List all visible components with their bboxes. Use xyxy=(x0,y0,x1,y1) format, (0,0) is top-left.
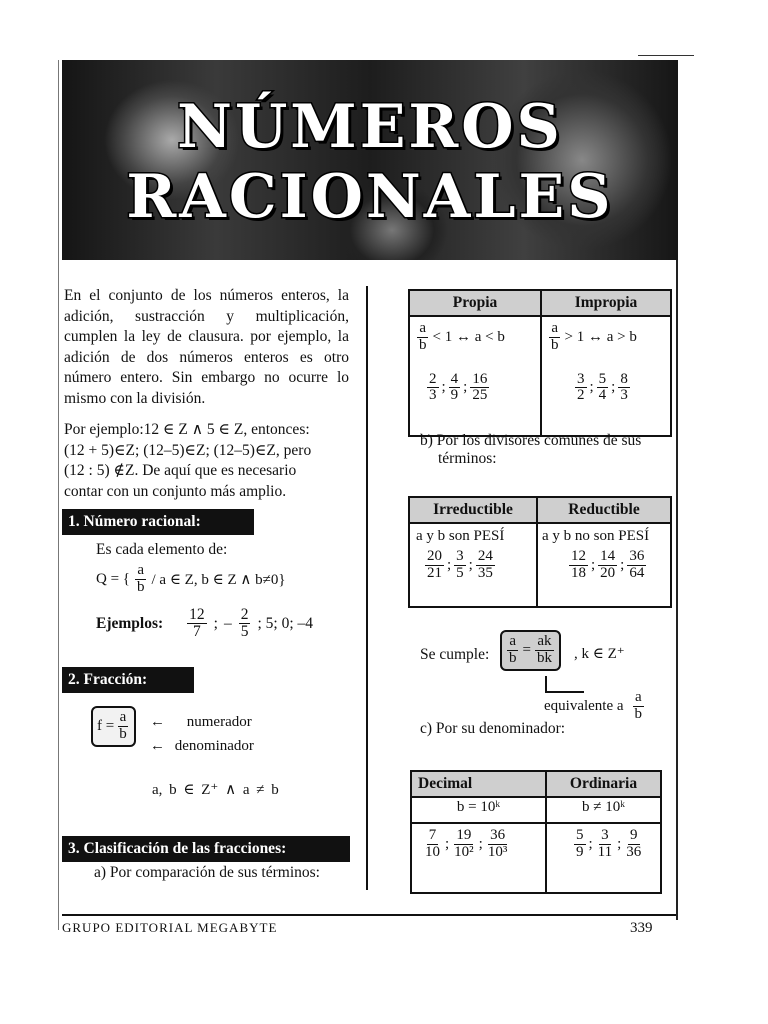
example-fraction xyxy=(476,549,495,582)
examples-row xyxy=(416,549,530,582)
banner-title-line2: RACIONALES xyxy=(126,162,614,232)
denominator: b xyxy=(551,336,559,353)
example-fraction xyxy=(597,372,609,405)
denominator: 36 xyxy=(626,843,642,860)
examples-line xyxy=(96,607,313,641)
example-fraction xyxy=(624,828,643,861)
example-fraction xyxy=(596,828,614,861)
table-header: Ordinaria xyxy=(546,771,661,797)
example-fraction xyxy=(449,372,461,405)
denominator: 3 xyxy=(429,387,437,404)
example-fraction xyxy=(452,828,476,861)
table-cell xyxy=(411,823,546,893)
denominator: 9 xyxy=(450,387,459,404)
example-fraction xyxy=(627,549,646,582)
denominator: 25 xyxy=(472,387,488,404)
table-header: Propia xyxy=(409,290,541,316)
classification-b xyxy=(420,432,675,468)
numerator: 3 xyxy=(577,370,585,387)
table-irreductible-reductible xyxy=(408,496,672,608)
example-fraction xyxy=(569,549,588,582)
example-fraction xyxy=(454,549,466,582)
left-edge xyxy=(58,60,59,930)
section-2-title: 2. Fracción: xyxy=(68,671,148,688)
fraction-f: f = xyxy=(97,717,115,734)
section-3-header xyxy=(62,836,350,862)
intro-line: contar con un conjunto más amplio. xyxy=(64,482,287,500)
denominator: 4 xyxy=(598,387,607,404)
examples-row xyxy=(553,828,654,861)
table-header: Irreductible xyxy=(409,497,537,523)
numerator: 24 xyxy=(477,548,493,564)
separator: ; xyxy=(468,556,473,573)
classification-c: c) Por su denominador: xyxy=(420,720,566,737)
denominator: 10 xyxy=(425,843,440,860)
example-fraction xyxy=(486,828,510,861)
footer-publisher: GRUPO EDITORIAL MEGABYTE xyxy=(62,920,278,935)
title-banner xyxy=(62,60,678,260)
intro-line: (12 : 5) ∉Z. De aquí que es necesario xyxy=(64,462,297,479)
equivalente-note xyxy=(544,690,645,723)
numerator: a xyxy=(419,320,427,336)
denominator: 3 xyxy=(620,387,628,404)
separator: ; xyxy=(441,379,446,396)
denominator: 11 xyxy=(597,843,613,860)
condition-text: > 1 ↔ a > b xyxy=(564,328,637,345)
denominator-annotation xyxy=(150,738,254,755)
numerator-label: numerador xyxy=(186,714,252,730)
separator: ; xyxy=(588,835,593,852)
fraction xyxy=(507,634,519,667)
denominator: 10² xyxy=(454,843,474,860)
equivalente-label: equivalente a xyxy=(544,697,624,714)
numerator: 3 xyxy=(601,827,609,843)
page-number: 339 xyxy=(630,920,653,936)
example-fraction xyxy=(427,372,439,405)
separator: ; xyxy=(591,556,596,573)
examples-row xyxy=(416,372,534,405)
table-decimal-ordinaria xyxy=(410,770,662,894)
column-divider xyxy=(366,286,368,890)
numerator: ak xyxy=(537,633,552,649)
numerator: a xyxy=(509,633,517,649)
separator: ; xyxy=(478,835,483,852)
numerator: a xyxy=(634,689,642,705)
separator: ; xyxy=(589,379,594,396)
example-fraction xyxy=(618,372,630,405)
examples-row xyxy=(548,372,664,405)
example-fraction xyxy=(574,828,586,861)
fraction xyxy=(549,321,561,354)
numerator: 8 xyxy=(620,370,628,387)
example-fraction xyxy=(239,607,251,641)
numerator: 36 xyxy=(490,827,506,843)
numerator: 3 xyxy=(456,548,464,564)
table-propia-impropia xyxy=(408,289,672,437)
footer-rule xyxy=(62,914,676,916)
numerator: 20 xyxy=(427,548,442,564)
numerator: a xyxy=(119,709,127,725)
condition-text: < 1 ↔ a < b xyxy=(432,328,505,345)
denominator-label: denominador xyxy=(174,738,254,754)
denominator: 35 xyxy=(477,564,493,581)
numerator: 16 xyxy=(472,370,488,387)
banner-title-line1: NÚMEROS xyxy=(177,92,563,162)
minus-sign: – xyxy=(223,614,232,632)
classification-b-line: b) Por los divisores comunes de sus xyxy=(420,432,642,449)
table-header: Reductible xyxy=(537,497,671,523)
fraction xyxy=(633,690,645,723)
denominator: 64 xyxy=(629,564,645,581)
numerator: 4 xyxy=(450,370,459,387)
classification-b-line: términos: xyxy=(438,450,497,467)
denominator: b xyxy=(119,725,127,742)
section-1-title: 1. Número racional: xyxy=(68,513,201,530)
fraction-ab xyxy=(117,710,129,743)
separator: ; xyxy=(447,556,452,573)
table-header: Impropia xyxy=(541,290,671,316)
denominator: 7 xyxy=(193,623,201,641)
table-cell xyxy=(546,823,661,893)
intro-line: (12 + 5)∈Z; (12–5)∈Z; (12–5)∈Z, pero xyxy=(64,441,312,459)
table-header: Decimal xyxy=(411,771,546,797)
fraction xyxy=(535,634,554,667)
set-q-end: / a ∈ Z, b ∈ Z ∧ b≠0} xyxy=(151,571,286,588)
set-q-definition xyxy=(96,563,286,596)
separator: ; xyxy=(213,614,218,632)
numerator: 2 xyxy=(429,370,437,387)
section-2-header xyxy=(62,667,194,693)
example-fraction xyxy=(598,549,617,582)
condition-text: a y b son PESÍ xyxy=(416,528,505,544)
denominator: 21 xyxy=(427,564,442,581)
section-1-header xyxy=(62,509,254,535)
arrow-left-icon: ← xyxy=(150,714,165,730)
example-fraction xyxy=(575,372,587,405)
k-condition: , k ∈ Z⁺ xyxy=(574,646,625,662)
equivalence-box xyxy=(500,630,561,671)
set-q-start: Q = { xyxy=(96,570,130,587)
denominator: 5 xyxy=(240,623,249,641)
separator: ; xyxy=(445,835,450,852)
separator: ; xyxy=(617,835,622,852)
example-fraction xyxy=(187,607,207,641)
set-q-fraction xyxy=(135,563,147,596)
separator: ; xyxy=(620,556,625,573)
denominator: b xyxy=(509,649,517,666)
denominator: bk xyxy=(536,649,552,666)
denominator: 18 xyxy=(571,564,586,581)
classification-a: a) Por comparación de sus términos: xyxy=(94,864,320,881)
numerator: 14 xyxy=(600,548,616,564)
equals-sign: = xyxy=(522,641,531,658)
section-3-title: 3. Clasificación de las fracciones: xyxy=(68,840,287,857)
table-cell xyxy=(541,316,671,436)
denominator: 9 xyxy=(576,843,584,860)
denominator: 10³ xyxy=(487,843,508,860)
numerator: 19 xyxy=(456,827,472,843)
table-cell: b = 10ᵏ xyxy=(411,797,546,823)
numerator: a xyxy=(551,320,559,336)
table-cell xyxy=(409,316,541,436)
numerator: 36 xyxy=(629,548,645,564)
denominator: b xyxy=(137,578,145,595)
numerator: 12 xyxy=(571,548,586,564)
numerator: 5 xyxy=(576,827,584,843)
examples-label: Ejemplos: xyxy=(96,614,164,632)
numerator: 5 xyxy=(598,370,607,387)
condition-text: a y b no son PESÍ xyxy=(542,528,650,544)
numerator: 9 xyxy=(630,827,638,843)
example-fraction xyxy=(470,372,489,405)
separator: ; xyxy=(463,379,468,396)
se-cumple-label: Se cumple: xyxy=(420,646,490,663)
intro-paragraph-2 xyxy=(64,420,349,502)
denominator: b xyxy=(634,705,643,722)
denominator: 20 xyxy=(600,564,616,581)
denominator: b xyxy=(419,336,427,353)
arrow-left-icon: ← xyxy=(150,738,165,754)
intro-line: Por ejemplo:12 ∈ Z ∧ 5 ∈ Z, entonces: xyxy=(64,421,310,438)
table-cell xyxy=(409,523,537,607)
table-cell xyxy=(537,523,671,607)
numerator: 7 xyxy=(428,827,437,843)
top-rule xyxy=(638,55,694,56)
section-1-text: Es cada elemento de: xyxy=(96,541,228,558)
examples-rest: ; 5; 0; –4 xyxy=(257,614,314,632)
numerator: 2 xyxy=(240,606,249,623)
example-fraction xyxy=(423,828,442,861)
numerator-annotation xyxy=(150,714,252,731)
numerator: a xyxy=(137,562,145,578)
table-cell: b ≠ 10ᵏ xyxy=(546,797,661,823)
denominator: 2 xyxy=(577,387,585,404)
examples-row xyxy=(542,549,666,582)
fraction-condition: a, b ∈ Z⁺ ∧ a ≠ b xyxy=(152,782,279,798)
denominator: 5 xyxy=(456,564,464,581)
fraction-box xyxy=(91,706,136,747)
intro-paragraph-1: En el conjunto de los números enteros, la adición, sustracción y multiplicación, cumplen la ley de clausura. por ejemplo, la adición de dos números enteros es otro número entero. Sin embargo no ocurre lo mismo con la división. xyxy=(64,287,349,407)
fraction xyxy=(417,321,429,354)
example-fraction xyxy=(425,549,444,582)
numerator: 12 xyxy=(189,606,205,623)
examples-row xyxy=(418,828,539,861)
separator: ; xyxy=(611,379,616,396)
